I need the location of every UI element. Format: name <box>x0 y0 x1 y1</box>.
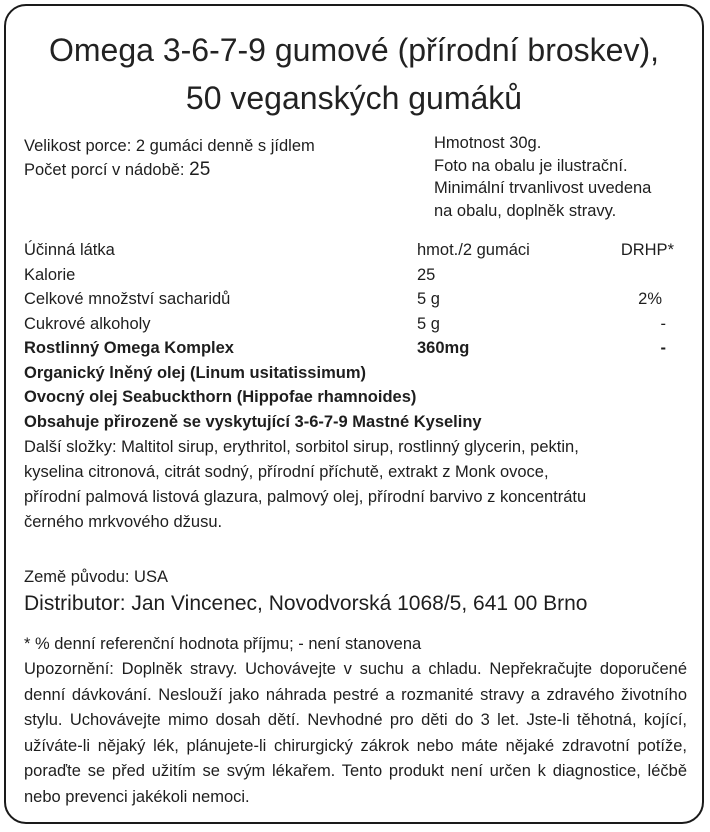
supplement-label <box>4 4 704 824</box>
servings-count-value: 25 <box>189 159 211 180</box>
row-ingredient: Kalorie <box>24 265 76 284</box>
header-ingredient: Účinná látka <box>24 241 115 259</box>
table-row <box>24 312 684 336</box>
serving-info <box>24 134 315 182</box>
row-drv: - <box>660 314 666 333</box>
footnote: * % denní referenční hodnota příjmu; - není stanovena <box>24 635 422 653</box>
row-ingredient: Rostlinný Omega Komplex <box>24 339 234 357</box>
row-drv: 2% <box>638 290 662 308</box>
other-ingredients <box>24 435 586 535</box>
row-ingredient: Cukrové alkoholy <box>24 314 151 333</box>
product-notes <box>434 132 651 222</box>
row-ingredient: Celkové množství sacharidů <box>24 290 231 308</box>
omega-subitem <box>24 410 684 434</box>
row-amount: 5 g <box>417 290 440 308</box>
row-amount: 5 g <box>417 314 440 333</box>
note-line: Hmotnost 30g. <box>434 134 542 152</box>
table-row <box>24 287 684 311</box>
omega-subitem <box>24 385 684 409</box>
table-header <box>24 238 684 262</box>
ingredients-line: přírodní palmová listová glazura, palmový olej, přírodní barvivo z koncentrátu <box>24 488 587 506</box>
ingredients-line: černého mrkvového džusu. <box>24 513 223 531</box>
note-line: Foto na obalu je ilustrační. <box>434 156 628 175</box>
row-drv: - <box>660 339 666 357</box>
table-row <box>24 263 684 287</box>
row-amount: 25 <box>417 265 436 284</box>
row-amount: 360mg <box>417 339 470 357</box>
country-of-origin: Země původu: USA <box>24 568 168 586</box>
note-line: na obalu, doplněk stravy. <box>434 201 617 220</box>
ingredients-line: kyselina citronová, citrát sodný, přírodní příchutě, extrakt z Monk ovoce, <box>24 463 549 481</box>
product-title-line-2: 50 veganských gumáků <box>185 80 523 116</box>
note-line: Minimální trvanlivost uvedena <box>434 179 652 197</box>
header-drv: DRHP* <box>620 241 674 259</box>
product-title-line-1: Omega 3-6-7-9 gumové (přírodní broskev), <box>48 32 660 68</box>
ingredients-line: Další složky: Maltitol sirup, erythritol, sorbitol sirup, rostlinný glycerin, pektin, <box>24 438 579 456</box>
subitem-text: Organický lněný olej (Linum usitatissimum) <box>24 363 366 382</box>
subitem-text: Ovocný olej Seabuckthorn (Hippofae rhamnoides) <box>24 388 417 406</box>
servings-per-container <box>24 158 315 182</box>
header-amount: hmot./2 gumáci <box>417 241 530 259</box>
product-title <box>6 26 702 122</box>
servings-count-label: Počet porcí v nádobě: <box>24 161 185 179</box>
omega-subitem <box>24 361 684 385</box>
distributor: Distributor: Jan Vincenec, Novodvorská 1068/5, 641 00 Brno <box>24 592 588 615</box>
subitem-text: Obsahuje přirozeně se vyskytující 3-6-7-9 Mastné Kyseliny <box>24 412 482 431</box>
warning-text: Upozornění: Doplněk stravy. Uchovávejte v suchu a chladu. Nepřekračujte doporučené denní dávkování. Neslouží jako náhrada pestré a rozmanité stravy a zdravého životního stylu. Uchovávejte mimo dosah dětí. Nevhodné pro děti do 3 let. Jste-li těhotná, kojící, užíváte-li nějaký lék, plánujete-li chirurgický zákrok nebo máte nějaké zdravotní potíže, poraďte se před užitím se svým lékařem. Tento produkt není určen k diagnostice, léčbě nebo prevenci jakékoli nemoci. <box>24 660 687 806</box>
table-row <box>24 336 684 360</box>
serving-size: Velikost porce: 2 gumáci denně s jídlem <box>24 137 315 155</box>
